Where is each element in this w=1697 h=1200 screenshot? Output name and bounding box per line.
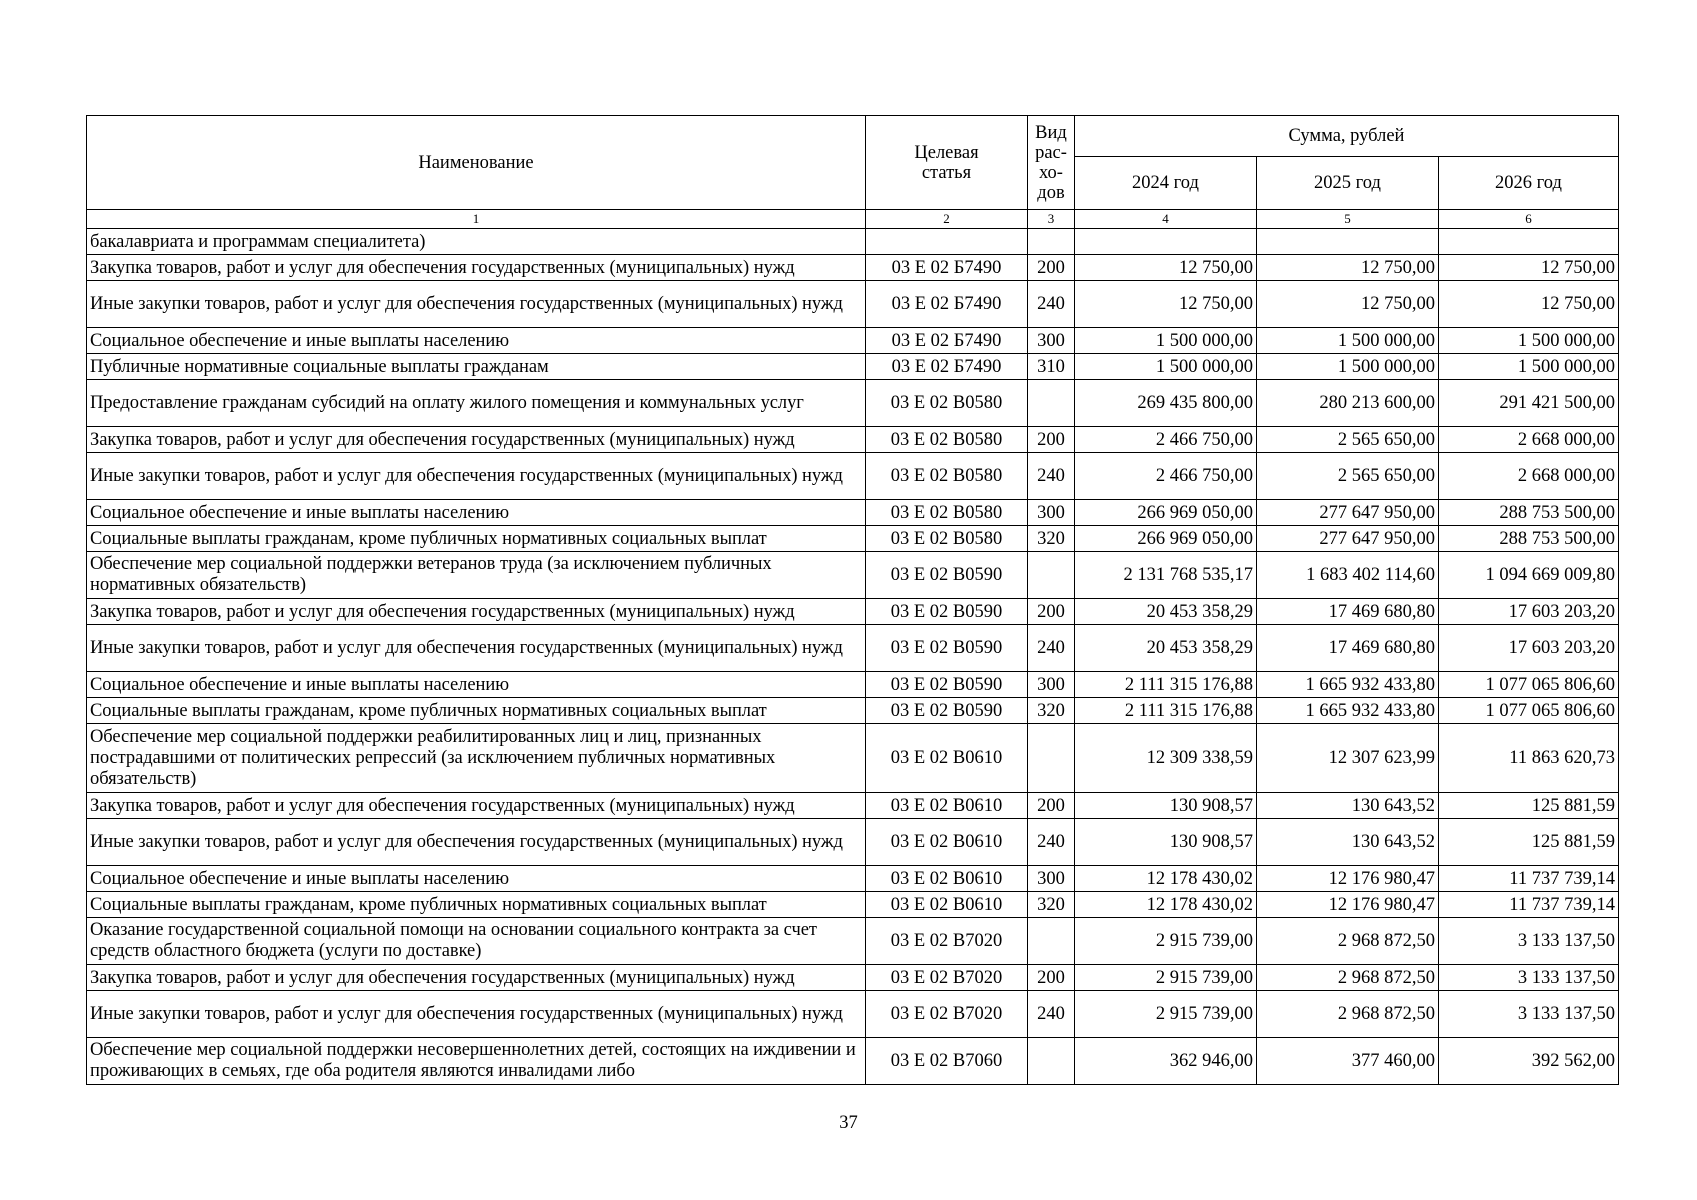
amount-2024-cell: 1 500 000,00 [1075, 354, 1257, 380]
row-name-cell: Закупка товаров, работ и услуг для обеспечения государственных (муниципальных) нужд [87, 793, 866, 819]
amount-2024-cell: 2 111 315 176,88 [1075, 698, 1257, 724]
amount-2024-cell: 266 969 050,00 [1075, 526, 1257, 552]
amount-2026-cell: 1 094 669 009,80 [1439, 552, 1619, 599]
row-name-cell: Социальные выплаты гражданам, кроме публичных нормативных социальных выплат [87, 526, 866, 552]
amount-2025-cell: 1 665 932 433,80 [1257, 672, 1439, 698]
amount-2024-cell: 362 946,00 [1075, 1038, 1257, 1085]
amount-2025-cell: 2 968 872,50 [1257, 918, 1439, 965]
expense-type-cell: 200 [1028, 599, 1075, 625]
amount-2024-cell: 2 915 739,00 [1075, 918, 1257, 965]
target-article-cell: 03 Е 02 В0610 [866, 793, 1028, 819]
row-name-cell: Иные закупки товаров, работ и услуг для обеспечения государственных (муниципальных) нужд [87, 625, 866, 672]
amount-2026-cell: 288 753 500,00 [1439, 526, 1619, 552]
expense-type-cell: 320 [1028, 892, 1075, 918]
amount-2025-cell: 377 460,00 [1257, 1038, 1439, 1085]
target-article-cell: 03 Е 02 В0610 [866, 866, 1028, 892]
expense-type-cell: 300 [1028, 500, 1075, 526]
amount-2025-cell: 130 643,52 [1257, 819, 1439, 866]
table-row [87, 500, 1619, 526]
table-row [87, 698, 1619, 724]
amount-2026-cell: 17 603 203,20 [1439, 625, 1619, 672]
target-article-cell: 03 Е 02 В0610 [866, 724, 1028, 793]
budget-table [86, 115, 1619, 1085]
row-name-cell: Закупка товаров, работ и услуг для обеспечения государственных (муниципальных) нужд [87, 599, 866, 625]
expense-type-cell: 300 [1028, 866, 1075, 892]
row-name-cell: Социальное обеспечение и иные выплаты населению [87, 866, 866, 892]
header-target-article: Целевая статья [866, 116, 1028, 210]
table-row [87, 724, 1619, 793]
row-name-cell: Публичные нормативные социальные выплаты гражданам [87, 354, 866, 380]
amount-2025-cell: 277 647 950,00 [1257, 500, 1439, 526]
amount-2025-cell: 2 565 650,00 [1257, 453, 1439, 500]
expense-type-cell: 240 [1028, 625, 1075, 672]
table-row [87, 328, 1619, 354]
column-number: 3 [1028, 210, 1075, 229]
amount-2024-cell [1075, 229, 1257, 255]
expense-type-cell: 240 [1028, 453, 1075, 500]
target-article-cell: 03 Е 02 В0580 [866, 526, 1028, 552]
target-article-cell: 03 Е 02 В0590 [866, 599, 1028, 625]
row-name-cell: Обеспечение мер социальной поддержки ветеранов труда (за исключением публичных нормативных обязательств) [87, 552, 866, 599]
expense-type-cell [1028, 552, 1075, 599]
amount-2026-cell: 288 753 500,00 [1439, 500, 1619, 526]
amount-2024-cell: 20 453 358,29 [1075, 599, 1257, 625]
target-article-cell: 03 Е 02 В0590 [866, 625, 1028, 672]
amount-2025-cell: 130 643,52 [1257, 793, 1439, 819]
row-name-cell: Иные закупки товаров, работ и услуг для обеспечения государственных (муниципальных) нужд [87, 281, 866, 328]
amount-2025-cell: 2 968 872,50 [1257, 991, 1439, 1038]
table-row [87, 453, 1619, 500]
target-article-cell: 03 Е 02 В0580 [866, 500, 1028, 526]
row-name-cell: Закупка товаров, работ и услуг для обеспечения государственных (муниципальных) нужд [87, 255, 866, 281]
expense-type-cell [1028, 724, 1075, 793]
row-name-cell: Обеспечение мер социальной поддержки несовершеннолетних детей, состоящих на иждивении и проживающих в семьях, где оба родителя являются инвалидами либо [87, 1038, 866, 1085]
amount-2024-cell: 2 915 739,00 [1075, 991, 1257, 1038]
expense-type-cell: 320 [1028, 698, 1075, 724]
column-number: 6 [1439, 210, 1619, 229]
expense-type-cell: 310 [1028, 354, 1075, 380]
amount-2026-cell: 1 500 000,00 [1439, 328, 1619, 354]
amount-2026-cell: 11 737 739,14 [1439, 892, 1619, 918]
row-name-cell: Обеспечение мер социальной поддержки реабилитированных лиц и лиц, признанных пострадавшими от политических репрессий (за исключением публичных нормативных обязательств) [87, 724, 866, 793]
expense-type-cell [1028, 380, 1075, 427]
header-year-2024: 2024 год [1075, 157, 1257, 210]
table-row [87, 625, 1619, 672]
table-row [87, 427, 1619, 453]
amount-2026-cell: 11 737 739,14 [1439, 866, 1619, 892]
amount-2026-cell: 11 863 620,73 [1439, 724, 1619, 793]
amount-2024-cell: 130 908,57 [1075, 819, 1257, 866]
target-article-cell: 03 Е 02 В7020 [866, 918, 1028, 965]
amount-2025-cell: 12 307 623,99 [1257, 724, 1439, 793]
header-expense-type-line: дов [1037, 182, 1065, 203]
amount-2025-cell: 280 213 600,00 [1257, 380, 1439, 427]
target-article-cell [866, 229, 1028, 255]
amount-2024-cell: 130 908,57 [1075, 793, 1257, 819]
target-article-cell: 03 Е 02 Б7490 [866, 281, 1028, 328]
amount-2025-cell: 1 683 402 114,60 [1257, 552, 1439, 599]
row-name-cell: Иные закупки товаров, работ и услуг для обеспечения государственных (муниципальных) нужд [87, 819, 866, 866]
amount-2026-cell: 12 750,00 [1439, 255, 1619, 281]
amount-2024-cell: 269 435 800,00 [1075, 380, 1257, 427]
amount-2024-cell: 12 178 430,02 [1075, 892, 1257, 918]
amount-2026-cell: 3 133 137,50 [1439, 991, 1619, 1038]
header-year-2025: 2025 год [1257, 157, 1439, 210]
expense-type-cell: 200 [1028, 965, 1075, 991]
row-name-cell: Предоставление гражданам субсидий на оплату жилого помещения и коммунальных услуг [87, 380, 866, 427]
amount-2024-cell: 12 309 338,59 [1075, 724, 1257, 793]
table-row [87, 918, 1619, 965]
header-expense-type-line: хо- [1039, 162, 1063, 183]
table-row [87, 229, 1619, 255]
table-row [87, 354, 1619, 380]
header-year-2026: 2026 год [1439, 157, 1619, 210]
header-expense-type-line: Вид [1035, 122, 1067, 143]
header-expense-type-line: рас- [1035, 142, 1067, 163]
expense-type-cell: 200 [1028, 793, 1075, 819]
amount-2026-cell: 125 881,59 [1439, 819, 1619, 866]
target-article-cell: 03 Е 02 В0580 [866, 380, 1028, 427]
target-article-cell: 03 Е 02 В7020 [866, 991, 1028, 1038]
amount-2025-cell: 1 500 000,00 [1257, 354, 1439, 380]
table-row [87, 866, 1619, 892]
table-row [87, 965, 1619, 991]
table-row [87, 892, 1619, 918]
amount-2025-cell: 1 665 932 433,80 [1257, 698, 1439, 724]
amount-2024-cell: 2 131 768 535,17 [1075, 552, 1257, 599]
row-name-cell: Социальное обеспечение и иные выплаты населению [87, 672, 866, 698]
amount-2025-cell [1257, 229, 1439, 255]
row-name-cell: Иные закупки товаров, работ и услуг для обеспечения государственных (муниципальных) нужд [87, 453, 866, 500]
amount-2024-cell: 2 466 750,00 [1075, 453, 1257, 500]
table-row [87, 552, 1619, 599]
table-body [87, 210, 1619, 1085]
amount-2024-cell: 2 915 739,00 [1075, 965, 1257, 991]
row-name-cell: Иные закупки товаров, работ и услуг для обеспечения государственных (муниципальных) нужд [87, 991, 866, 1038]
amount-2026-cell: 3 133 137,50 [1439, 965, 1619, 991]
amount-2025-cell: 2 565 650,00 [1257, 427, 1439, 453]
expense-type-cell [1028, 1038, 1075, 1085]
amount-2024-cell: 2 111 315 176,88 [1075, 672, 1257, 698]
amount-2026-cell: 392 562,00 [1439, 1038, 1619, 1085]
table-row [87, 281, 1619, 328]
column-number: 2 [866, 210, 1028, 229]
amount-2026-cell: 2 668 000,00 [1439, 453, 1619, 500]
target-article-cell: 03 Е 02 В7020 [866, 965, 1028, 991]
column-number: 4 [1075, 210, 1257, 229]
target-article-cell: 03 Е 02 Б7490 [866, 354, 1028, 380]
amount-2026-cell: 1 077 065 806,60 [1439, 698, 1619, 724]
expense-type-cell: 200 [1028, 427, 1075, 453]
row-name-cell: Закупка товаров, работ и услуг для обеспечения государственных (муниципальных) нужд [87, 965, 866, 991]
amount-2026-cell: 17 603 203,20 [1439, 599, 1619, 625]
amount-2024-cell: 12 178 430,02 [1075, 866, 1257, 892]
amount-2024-cell: 2 466 750,00 [1075, 427, 1257, 453]
column-number: 5 [1257, 210, 1439, 229]
amount-2026-cell: 1 500 000,00 [1439, 354, 1619, 380]
header-sum: Сумма, рублей [1075, 116, 1619, 157]
amount-2025-cell: 12 176 980,47 [1257, 866, 1439, 892]
amount-2026-cell: 125 881,59 [1439, 793, 1619, 819]
row-name-cell: бакалавриата и программам специалитета) [87, 229, 866, 255]
expense-type-cell: 300 [1028, 672, 1075, 698]
target-article-cell: 03 Е 02 В0590 [866, 672, 1028, 698]
amount-2026-cell: 3 133 137,50 [1439, 918, 1619, 965]
row-name-cell: Социальные выплаты гражданам, кроме публичных нормативных социальных выплат [87, 698, 866, 724]
expense-type-cell: 240 [1028, 991, 1075, 1038]
table-row [87, 1038, 1619, 1085]
column-number: 1 [87, 210, 866, 229]
row-name-cell: Социальные выплаты гражданам, кроме публичных нормативных социальных выплат [87, 892, 866, 918]
row-name-cell: Социальное обеспечение и иные выплаты населению [87, 500, 866, 526]
target-article-cell: 03 Е 02 В0580 [866, 453, 1028, 500]
header-expense-type [1028, 116, 1075, 210]
header-name: Наименование [87, 116, 866, 210]
amount-2025-cell: 12 176 980,47 [1257, 892, 1439, 918]
amount-2025-cell: 2 968 872,50 [1257, 965, 1439, 991]
expense-type-cell [1028, 229, 1075, 255]
table-row [87, 793, 1619, 819]
expense-type-cell: 300 [1028, 328, 1075, 354]
amount-2025-cell: 1 500 000,00 [1257, 328, 1439, 354]
amount-2025-cell: 17 469 680,80 [1257, 599, 1439, 625]
amount-2025-cell: 17 469 680,80 [1257, 625, 1439, 672]
table-row [87, 819, 1619, 866]
expense-type-cell: 240 [1028, 819, 1075, 866]
target-article-cell: 03 Е 02 В0590 [866, 552, 1028, 599]
table-row [87, 526, 1619, 552]
expense-type-cell: 200 [1028, 255, 1075, 281]
expense-type-cell: 320 [1028, 526, 1075, 552]
target-article-cell: 03 Е 02 В7060 [866, 1038, 1028, 1085]
table-header [87, 116, 1619, 210]
amount-2024-cell: 1 500 000,00 [1075, 328, 1257, 354]
expense-type-cell: 240 [1028, 281, 1075, 328]
amount-2024-cell: 12 750,00 [1075, 255, 1257, 281]
target-article-cell: 03 Е 02 В0610 [866, 819, 1028, 866]
amount-2026-cell [1439, 229, 1619, 255]
table-row [87, 255, 1619, 281]
expense-type-cell [1028, 918, 1075, 965]
table-row [87, 991, 1619, 1038]
page-number: 37 [839, 1113, 858, 1133]
target-article-cell: 03 Е 02 В0590 [866, 698, 1028, 724]
table-row [87, 672, 1619, 698]
amount-2024-cell: 20 453 358,29 [1075, 625, 1257, 672]
target-article-cell: 03 Е 02 В0610 [866, 892, 1028, 918]
amount-2026-cell: 291 421 500,00 [1439, 380, 1619, 427]
target-article-cell: 03 Е 02 Б7490 [866, 328, 1028, 354]
amount-2024-cell: 12 750,00 [1075, 281, 1257, 328]
row-name-cell: Социальное обеспечение и иные выплаты населению [87, 328, 866, 354]
amount-2025-cell: 277 647 950,00 [1257, 526, 1439, 552]
amount-2026-cell: 12 750,00 [1439, 281, 1619, 328]
amount-2026-cell: 2 668 000,00 [1439, 427, 1619, 453]
row-name-cell: Закупка товаров, работ и услуг для обеспечения государственных (муниципальных) нужд [87, 427, 866, 453]
column-number-row [87, 210, 1619, 229]
row-name-cell: Оказание государственной социальной помощи на основании социального контракта за счет средств областного бюджета (услуги по доставке) [87, 918, 866, 965]
table-row [87, 380, 1619, 427]
amount-2025-cell: 12 750,00 [1257, 281, 1439, 328]
table-row [87, 599, 1619, 625]
target-article-cell: 03 Е 02 В0580 [866, 427, 1028, 453]
amount-2024-cell: 266 969 050,00 [1075, 500, 1257, 526]
amount-2025-cell: 12 750,00 [1257, 255, 1439, 281]
target-article-cell: 03 Е 02 Б7490 [866, 255, 1028, 281]
amount-2026-cell: 1 077 065 806,60 [1439, 672, 1619, 698]
